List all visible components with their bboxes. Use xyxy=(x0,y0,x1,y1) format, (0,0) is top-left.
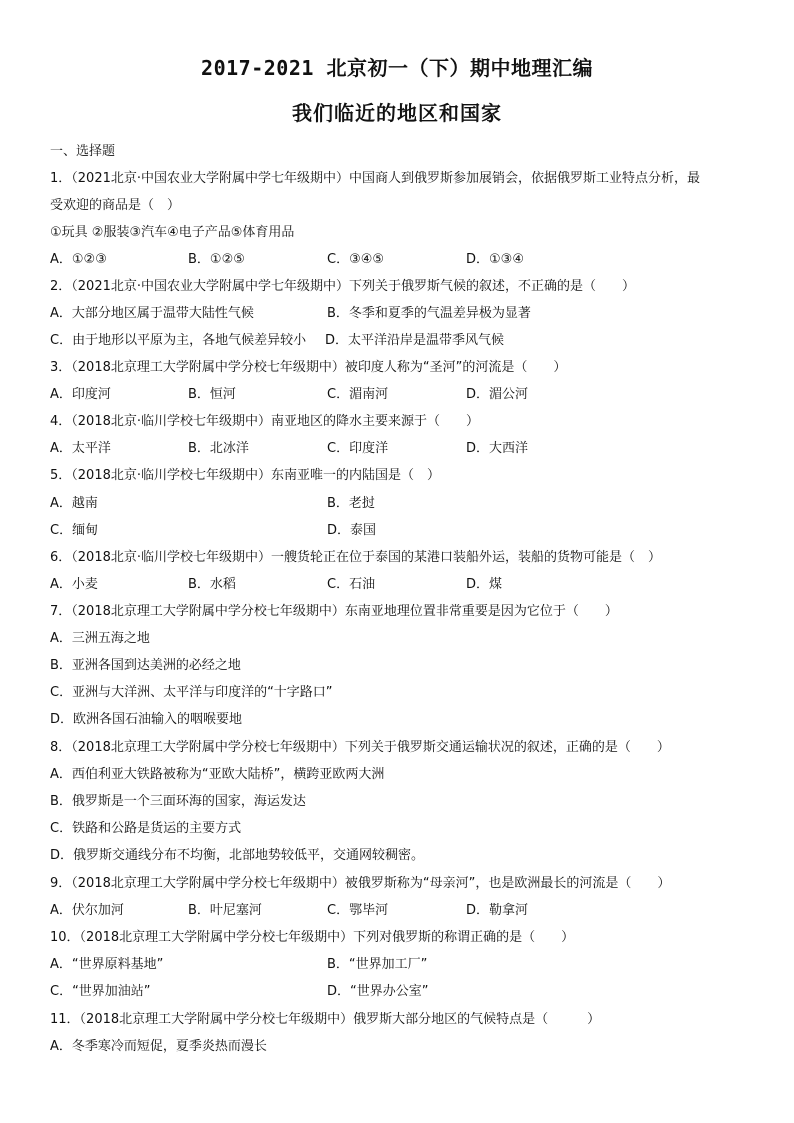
q7-option-b: B．亚洲各国到达美洲的必经之地 xyxy=(50,658,241,673)
q4-option-d: D．大西洋 xyxy=(466,441,529,456)
q1-option-b: B．①②⑤ xyxy=(188,252,245,267)
q3-option-b: B．恒河 xyxy=(188,387,236,402)
q6-option-b: B．水稻 xyxy=(188,577,236,592)
q2-option-a: A．大部分地区属于温带大陆性气候 xyxy=(50,306,254,321)
question-1-stem-cont: 受欢迎的商品是（ ） xyxy=(50,198,181,213)
q2-option-c: C．由于地形以平原为主，各地气候差异较小 xyxy=(50,333,307,348)
question-9-stem: 9．（2018北京理工大学附属中学分校七年级期中）被俄罗斯称为“母亲河”，也是欧洲最长的河流是（ ） xyxy=(50,876,671,891)
q5-option-a: A．越南 xyxy=(50,496,98,511)
q5-option-d: D．泰国 xyxy=(327,523,377,538)
q9-option-c: C．鄂毕河 xyxy=(327,903,389,918)
q9-option-d: D．勒拿河 xyxy=(466,903,529,918)
q7-option-c: C．亚洲与大洋洲、太平洋与印度洋的“十字路口” xyxy=(50,685,333,700)
q3-option-c: C．湄南河 xyxy=(327,387,389,402)
q3-option-d: D．湄公河 xyxy=(466,387,529,402)
q3-option-a: A．印度河 xyxy=(50,387,111,402)
q4-option-a: A．太平洋 xyxy=(50,441,111,456)
q4-option-c: C．印度洋 xyxy=(327,441,389,456)
q10-option-a: A．“世界原料基地” xyxy=(50,957,164,972)
q10-option-c: C．“世界加油站” xyxy=(50,984,151,999)
question-7-stem: 7．（2018北京理工大学附属中学分校七年级期中）东南亚地理位置非常重要是因为它位于（ ） xyxy=(50,604,618,619)
q6-option-d: D．煤 xyxy=(466,577,503,592)
q9-option-a: A．伏尔加河 xyxy=(50,903,124,918)
q10-option-d: D．“世界办公室” xyxy=(327,984,429,999)
question-5-stem: 5．（2018北京·临川学校七年级期中）东南亚唯一的内陆国是（ ） xyxy=(50,468,440,483)
q2-option-b: B．冬季和夏季的气温差异极为显著 xyxy=(327,306,531,321)
q7-option-d: D．欧洲各国石油输入的咽喉要地 xyxy=(50,712,243,727)
question-10-stem: 10．（2018北京理工大学附属中学分校七年级期中）下列对俄罗斯的称谓正确的是（ ） xyxy=(50,930,575,945)
question-1-items: ①玩具 ②服装③汽车④电子产品⑤体育用品 xyxy=(50,225,295,240)
q8-option-b: B．俄罗斯是一个三面环海的国家，海运发达 xyxy=(50,794,306,809)
question-4-stem: 4．（2018北京·临川学校七年级期中）南亚地区的降水主要来源于（ ） xyxy=(50,414,479,429)
q6-option-a: A．小麦 xyxy=(50,577,98,592)
q6-option-c: C．石油 xyxy=(327,577,376,592)
document-subtitle: 我们临近的地区和国家 xyxy=(292,101,502,125)
q9-option-b: B．叶尼塞河 xyxy=(188,903,262,918)
section-heading: 一、选择题 xyxy=(50,144,116,159)
question-8-stem: 8．（2018北京理工大学附属中学分校七年级期中）下列关于俄罗斯交通运输状况的叙述，正确的是（ ） xyxy=(50,740,670,755)
q8-option-a: A．西伯利亚大铁路被称为“亚欧大陆桥”，横跨亚欧两大洲 xyxy=(50,767,385,782)
q8-option-d: D．俄罗斯交通线分布不均衡，北部地势较低平，交通网较稠密。 xyxy=(50,848,425,863)
q10-option-b: B．“世界加工厂” xyxy=(327,957,428,972)
question-1-stem: 1．（2021北京·中国农业大学附属中学七年级期中）中国商人到俄罗斯参加展销会，依据俄罗斯工业特点分析，最 xyxy=(50,171,700,186)
q1-option-c: C．③④⑤ xyxy=(327,252,385,267)
document-title: 2017-2021 北京初一（下）期中地理汇编 xyxy=(201,56,593,80)
q2-option-d: D．太平洋沿岸是温带季风气候 xyxy=(325,333,505,348)
q7-option-a: A．三洲五海之地 xyxy=(50,631,150,646)
question-6-stem: 6．（2018北京·临川学校七年级期中）一艘货轮正在位于泰国的某港口装船外运，装船的货物可能是（ ） xyxy=(50,550,661,565)
q11-option-a: A．冬季寒冷而短促，夏季炎热而漫长 xyxy=(50,1039,267,1054)
q4-option-b: B．北冰洋 xyxy=(188,441,249,456)
q5-option-c: C．缅甸 xyxy=(50,523,99,538)
q5-option-b: B．老挝 xyxy=(327,496,375,511)
q1-option-d: D．①③④ xyxy=(466,252,524,267)
question-11-stem: 11．（2018北京理工大学附属中学分校七年级期中）俄罗斯大部分地区的气候特点是（ ） xyxy=(50,1012,601,1027)
question-3-stem: 3．（2018北京理工大学附属中学分校七年级期中）被印度人称为“圣河”的河流是（ ） xyxy=(50,360,567,375)
question-2-stem: 2．（2021北京·中国农业大学附属中学七年级期中）下列关于俄罗斯气候的叙述，不正确的是（ ） xyxy=(50,279,635,294)
q1-option-a: A．①②③ xyxy=(50,252,107,267)
q8-option-c: C．铁路和公路是货运的主要方式 xyxy=(50,821,242,836)
